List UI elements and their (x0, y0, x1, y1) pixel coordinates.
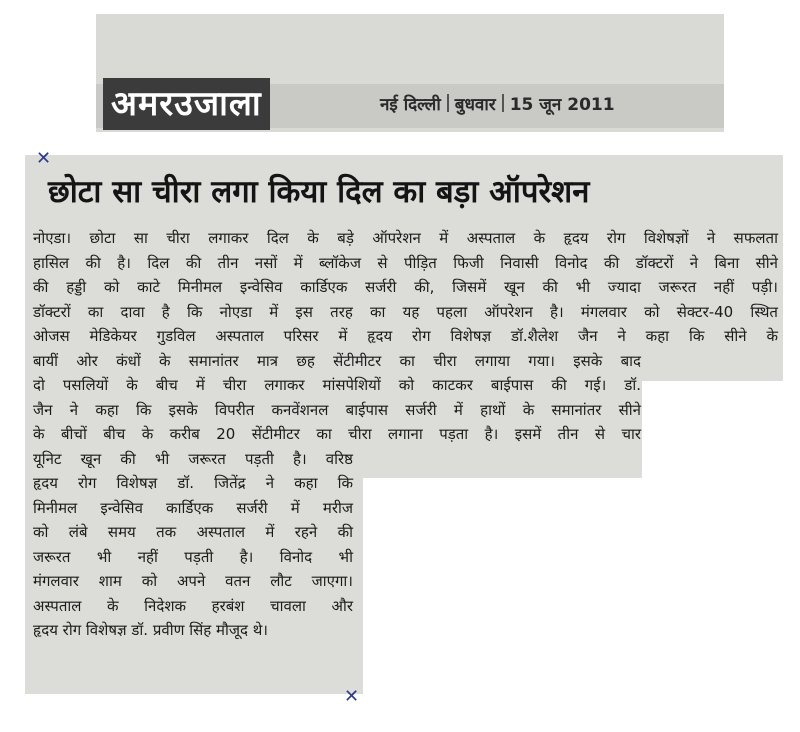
article-line: को लंबे समय तक अस्पताल में रहने की (33, 523, 353, 541)
article-line: की हड्डी को काटे मिनीमल इन्वेसिव कार्डिएक सर्जरी की, जिसमें खून की भी ज्यादा जरूरत नहीं पड़ी। (33, 278, 778, 296)
article-line: जरूरत भी नहीं पड़ती है। विनोद भी (33, 547, 353, 566)
article-line: मंगलवार शाम को अपने वतन लौट जाएगा। (33, 572, 353, 590)
article-line: नोएडा। छोटा सा चीरा लगाकर दिल के बड़े ऑपरेशन में अस्पताल के हृदय रोग विशेषज्ञों ने सफलता (33, 229, 778, 247)
article-line: डॉक्टरों का दावा है कि नोएडा में इस तरह का यह पहला ऑपरेशन है। मंगलवार को सेक्टर-40 स्थित (33, 302, 778, 321)
article-line: मिनीमल इन्वेसिव कार्डिएक सर्जरी में मरीज (33, 498, 353, 517)
dateline (380, 92, 615, 115)
article-body (33, 226, 783, 643)
dateline-date: 15 जून 2011 (509, 95, 615, 115)
article-line: यूनिट खून की भी जरूरत पड़ती है। वरिष्ठ (33, 449, 353, 468)
pen-mark-bottom: ✕ (344, 686, 360, 707)
article-line: हृदय रोग विशेषज्ञ डॉ. जितेंद्र ने कहा कि (33, 474, 353, 492)
article-line: ओजस मेडिकेयर गुडविल अस्पताल परिसर में हृदय रोग विशेषज्ञ डॉ.शैलेश जैन ने कहा कि सीने के (33, 327, 778, 345)
article-line: हृदय रोग विशेषज्ञ डॉ. प्रवीण सिंह मौजूद थे। (33, 621, 268, 639)
article-headline: छोटा सा चीरा लगा किया दिल का बड़ा ऑपरेशन (48, 174, 590, 210)
pen-mark-top: ✕ (36, 148, 52, 169)
article-line: बायीं ओर कंधों के समानांतर मात्र छह सेंटीमीटर का चीरा लगाया गया। इसके बाद (33, 351, 641, 370)
article-line: दो पसलियों के बीच में चीरा लगाकर मांसपेशियों को काटकर बाईपास की गई। डॉ. (33, 376, 641, 394)
separator (447, 94, 449, 112)
article-line: जैन ने कहा कि इसके विपरीत कनवेंशनल बाईपास सर्जरी में हाथों के समानांतर सीने (33, 400, 641, 419)
article-line: अस्पताल के निदेशक हरबंश चावला और (33, 596, 353, 615)
newspaper-logo: अमरउजाला (103, 78, 270, 130)
separator (502, 94, 504, 112)
dateline-city: नई दिल्ली (380, 95, 441, 115)
article-line: हासिल की है। दिल की तीन नसों में ब्लॉकेज से पीड़ित फिजी निवासी विनोद की डॉक्टरों ने बिना सीने (33, 253, 778, 272)
dateline-day: बुधवार (454, 95, 496, 115)
article-line: के बीचों बीच के करीब 20 सेंटीमीटर का चीरा लगाना पड़ता है। इसमें तीन से चार (33, 425, 641, 443)
